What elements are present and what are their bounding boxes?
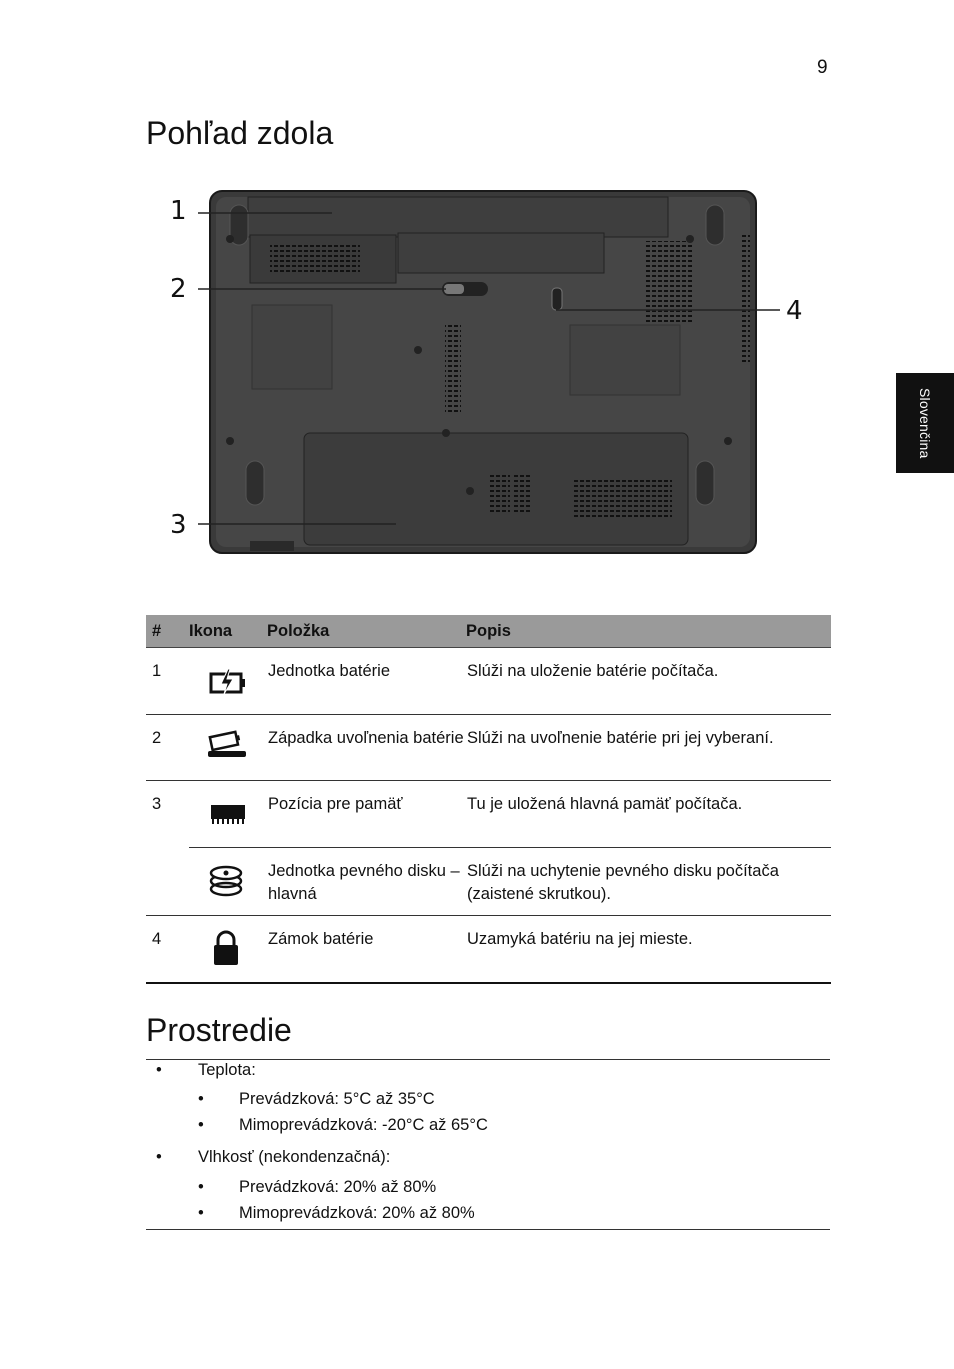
row-item: Pozícia pre pamäť [267,781,466,848]
callout-4: 4 [786,296,803,326]
list-item: • Mimoprevádzková: -20°C až 65°C [198,1116,488,1134]
memory-icon [208,793,248,829]
language-tab [896,373,954,473]
components-table [146,615,831,984]
row-number: 3 [152,795,162,813]
lock-icon [208,928,248,968]
callout-1: 1 [170,196,187,226]
table-header-row [146,615,831,648]
list-item: • Prevádzková: 5°C až 35°C [198,1090,435,1108]
header-item: Položka [267,615,466,648]
row-number [146,848,189,916]
list-item-text: Vlhkosť (nekondenzačná): [198,1148,391,1166]
callout-3: 3 [170,510,187,540]
divider [146,1059,830,1060]
table-row [146,848,831,916]
list-item-text: Prevádzková: 20% až 80% [239,1178,437,1196]
row-description: Slúži na uchytenie pevného disku počítača (zaistené skrutkou). [466,848,831,916]
table-row [146,781,831,848]
callout-2: 2 [170,274,187,304]
section-title-bottom-view: Pohľad zdola [146,115,334,151]
row-number: 1 [146,648,189,715]
list-item: • Mimoprevádzková: 20% až 80% [198,1204,475,1222]
row-description: Uzamyká batériu na jej mieste. [466,916,831,984]
list-item: • Prevádzková: 20% až 80% [198,1178,437,1196]
page-number: 9 [817,57,828,78]
row-number: 4 [146,916,189,984]
table-row [146,648,831,715]
list-item-text: Mimoprevádzková: 20% až 80% [239,1204,475,1222]
list-item-text: Teplota: [198,1061,256,1079]
divider [146,1229,830,1230]
row-item: Západka uvoľnenia batérie [267,715,466,781]
table-row [146,715,831,781]
row-description: Tu je uložená hlavná pamäť počítača. [466,781,831,848]
section-title-environment: Prostredie [146,1012,292,1048]
row-description: Slúži na uvoľnenie batérie pri jej vyberaní. [466,715,831,781]
hard-disk-icon [208,860,248,900]
list-item: • Teplota: [156,1061,256,1079]
battery-release-icon [206,727,248,763]
row-item: Jednotka pevného disku – hlavná [267,848,466,916]
laptop-bottom-illustration [160,185,803,565]
battery-icon [208,660,248,696]
list-item-text: Prevádzková: 5°C až 35°C [239,1090,435,1108]
row-item: Jednotka batérie [267,648,466,715]
row-number: 2 [146,715,189,781]
header-number: # [146,615,189,648]
header-icon: Ikona [189,615,267,648]
list-item: • Vlhkosť (nekondenzačná): [156,1148,391,1166]
header-description: Popis [466,615,831,648]
table-row [146,916,831,984]
row-item: Zámok batérie [267,916,466,984]
row-description: Slúži na uloženie batérie počítača. [466,648,831,715]
language-tab-label: Slovenčina [917,387,933,459]
list-item-text: Mimoprevádzková: -20°C až 65°C [239,1116,488,1134]
